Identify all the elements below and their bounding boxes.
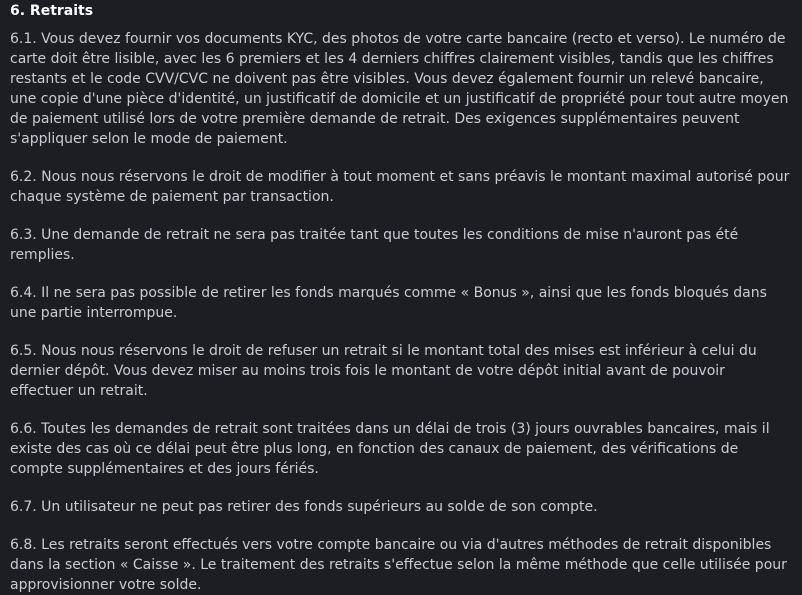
clause-6-1: 6.1. Vous devez fournir vos documents KYC, des photos de votre carte bancaire (recto et verso). Le numéro de carte doit être lisible, avec les 6 premiers et les 4 derniers chiffres clairement visibles, tandis que les chiffres restants et le code CVV/CVC ne doivent pas être visibles. Vous devez également fournir un relevé bancaire, une copie d'une pièce d'identité, un justificatif de domicile et un justificatif de propriété pour tout autre moyen de paiement utilisé lors de votre première demande de retrait. Des exigences supplémentaires peuvent s'appliquer selon le mode de paiement. (10, 31, 789, 147)
clause-6-4: 6.4. Il ne sera pas possible de retirer les fonds marqués comme « Bonus », ainsi que les fonds bloqués dans une partie interrompue. (10, 285, 767, 321)
section-title: 6. Retraits (10, 3, 94, 19)
clause-6-6: 6.6. Toutes les demandes de retrait sont traitées dans un délai de trois (3) jours ouvrables bancaires, mais il existe des cas où ce délai peut être plus long, en fonction des canaux de paiement, des vérifications de compte supplémentaires et des jours fériés. (10, 421, 770, 477)
clause-6-8: 6.8. Les retraits seront effectués vers votre compte bancaire ou via d'autres méthodes de retrait disponibles dans la section « Caisse ». Le traitement des retraits s'effectue selon la même méthode que celle utilisée pour approvisionner votre solde. (10, 537, 787, 593)
clause-6-3: 6.3. Une demande de retrait ne sera pas traitée tant que toutes les conditions de mise n'auront pas été remplies. (10, 227, 739, 263)
clause-6-5: 6.5. Nous nous réservons le droit de refuser un retrait si le montant total des mises est inférieur à celui du dernier dépôt. Vous devez miser au moins trois fois le montant de votre dépôt initial avant de pouvoir effectuer un retrait. (10, 343, 757, 399)
clause-6-2: 6.2. Nous nous réservons le droit de modifier à tout moment et sans préavis le montant maximal autorisé pour chaque système de paiement par transaction. (10, 169, 790, 205)
clause-6-7: 6.7. Un utilisateur ne peut pas retirer des fonds supérieurs au solde de son compte. (10, 499, 598, 515)
